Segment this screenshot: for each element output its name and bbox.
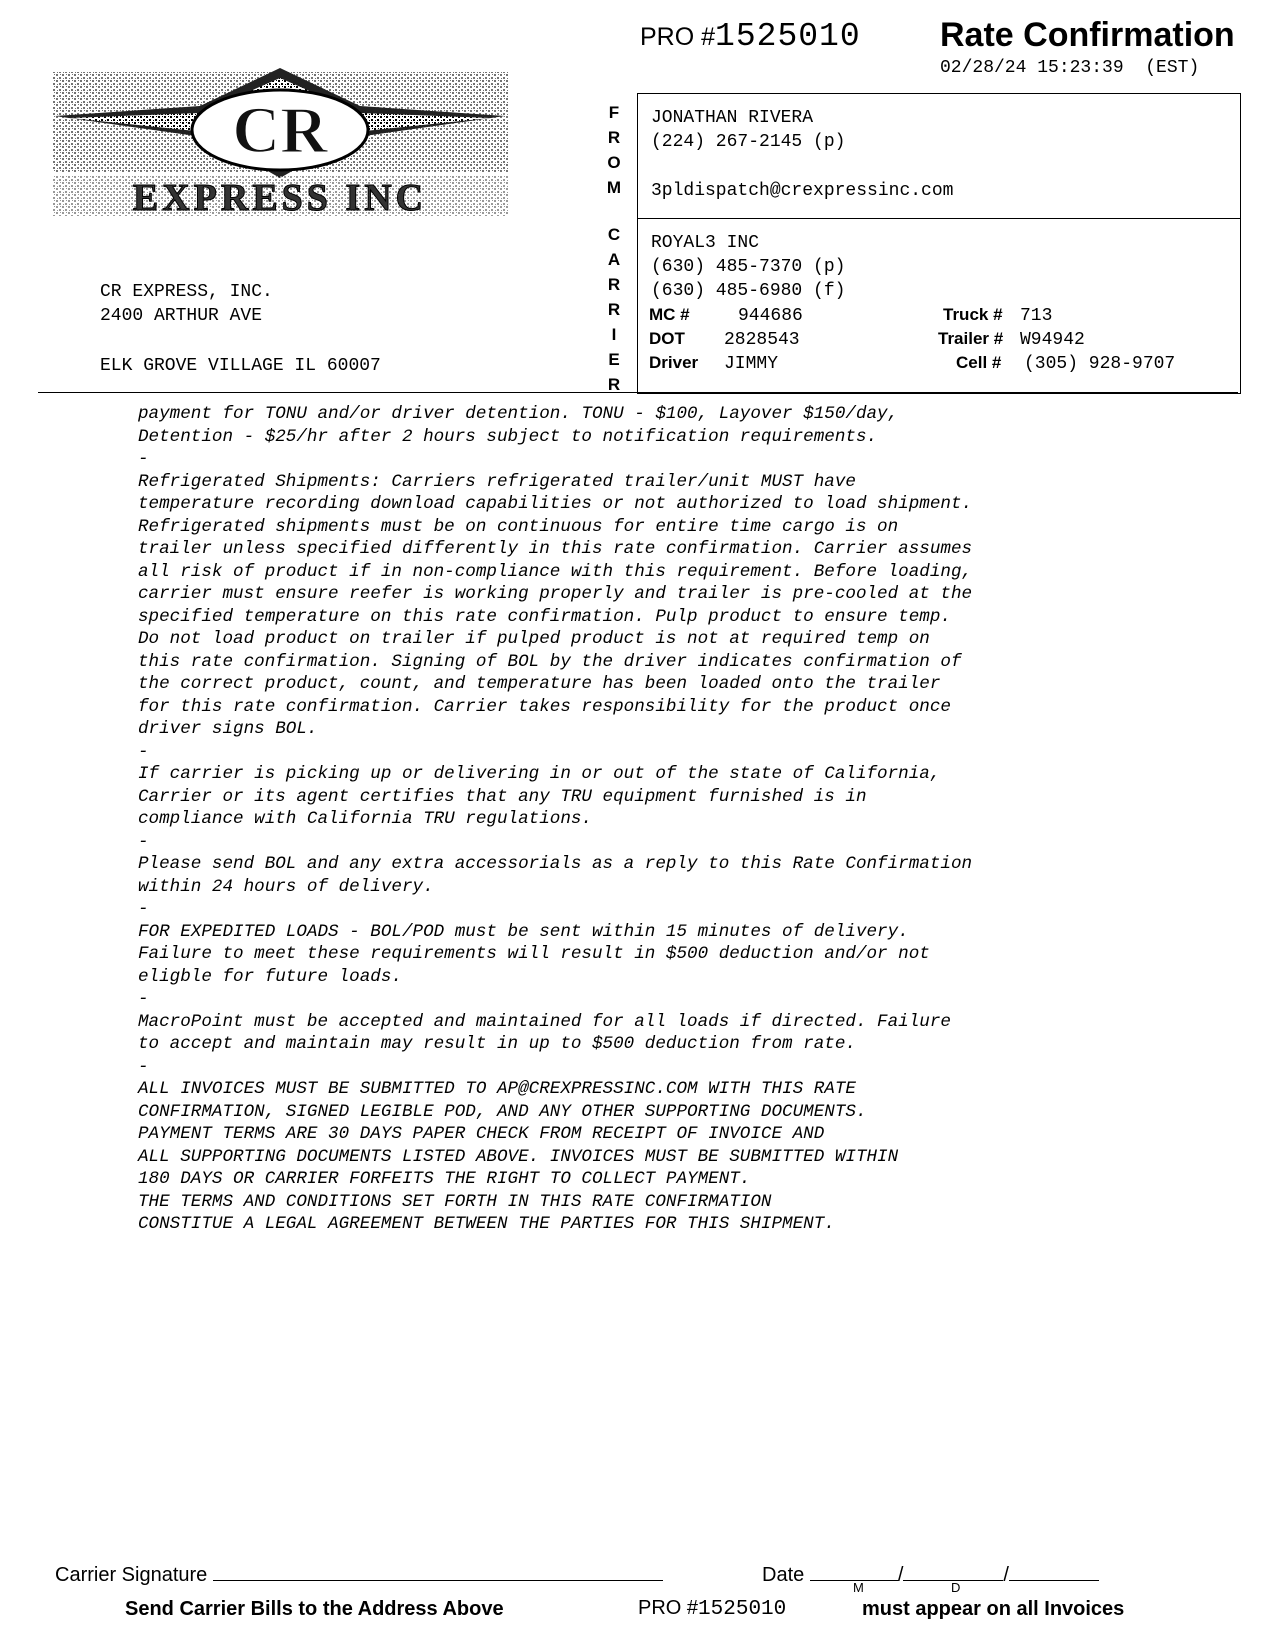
terms-line: CONFIRMATION, SIGNED LEGIBLE POD, AND ANY OTHER SUPPORTING DOCUMENTS.: [138, 1101, 867, 1122]
terms-line: to accept and maintain may result in up to $500 deduction from rate.: [138, 1034, 856, 1054]
from-email: 3pldispatch@crexpressinc.com: [651, 181, 954, 201]
terms-line: -: [138, 899, 149, 919]
footer-pro-label: PRO #: [638, 1597, 699, 1619]
footer-pro-number: 1525010: [698, 1598, 787, 1621]
day-hint: D: [951, 1580, 961, 1595]
terms-line: -: [138, 1056, 149, 1077]
company-logo: [50, 68, 510, 228]
terms-line: compliance with California TRU regulations.: [138, 809, 592, 829]
from-name: JONATHAN RIVERA: [651, 108, 814, 128]
pro-label: PRO #: [640, 23, 716, 51]
driver-name: JIMMY: [724, 354, 779, 374]
terms-line: Do not load product on trailer if pulped product is not at required temp on: [138, 629, 930, 649]
mc-number: 944686: [738, 306, 803, 326]
trailer-label: Trailer #: [938, 329, 1004, 348]
terms-line: Carrier or its agent certifies that any TRU equipment furnished is in: [138, 786, 867, 807]
carrier-phone: (630) 485-7370 (p): [651, 257, 846, 277]
timezone: (EST): [1145, 58, 1200, 78]
truck-number: 713: [1020, 306, 1053, 326]
company-street: 2400 ARTHUR AVE: [100, 306, 263, 326]
terms-line: within 24 hours of delivery.: [138, 876, 434, 897]
carrier-fax: (630) 485-6980 (f): [651, 281, 846, 301]
dot-number: 2828543: [724, 330, 800, 350]
terms-line: the correct product, count, and temperature has been loaded onto the trailer: [138, 674, 941, 694]
date-day-field[interactable]: [903, 1562, 1003, 1581]
logo-wordmark: EXPRESS INC: [132, 177, 428, 219]
footer-pro: [638, 1597, 786, 1621]
terms-line: temperature recording download capabilities or not authorized to load shipment.: [138, 494, 973, 514]
terms-line: for this rate confirmation. Carrier takes responsibility for the product once: [138, 696, 951, 717]
mc-label: MC #: [649, 305, 690, 324]
signature-label: Carrier Signature: [55, 1564, 208, 1586]
signature-row: [55, 1562, 663, 1587]
from-box: [637, 93, 1241, 219]
terms-line: Refrigerated Shipments: Carriers refrigerated trailer/unit MUST have: [138, 471, 856, 492]
terms-line: -: [138, 741, 149, 762]
terms-line: specified temperature on this rate confirmation. Pulp product to ensure temp.: [138, 606, 951, 627]
date-month-field[interactable]: [810, 1562, 898, 1581]
from-side-label: F R O M: [606, 103, 622, 197]
terms-line: -: [138, 989, 149, 1009]
carrier-name: ROYAL3 INC: [651, 233, 760, 253]
terms-line: THE TERMS AND CONDITIONS SET FORTH IN THIS RATE CONFIRMATION: [138, 1191, 772, 1212]
cell-label: Cell #: [956, 353, 1002, 372]
dot-label: DOT: [649, 329, 685, 348]
company-name: CR EXPRESS, INC.: [100, 282, 273, 302]
date-year-field[interactable]: [1009, 1562, 1099, 1581]
terms-line: Detention - $25/hr after 2 hours subject to notification requirements.: [138, 426, 878, 447]
terms-line: trailer unless specified differently in this rate confirmation. Carrier assumes: [138, 539, 973, 559]
carrier-box: [637, 218, 1241, 394]
date-label: Date: [762, 1564, 805, 1586]
terms-line: all risk of product if in non-compliance with this requirement. Before loading,: [138, 561, 973, 582]
cell-number: (305) 928-9707: [1024, 354, 1176, 374]
terms-line: If carrier is picking up or delivering in or out of the state of California,: [138, 764, 941, 784]
driver-label: Driver: [649, 353, 699, 372]
truck-label: Truck #: [943, 305, 1003, 324]
company-city: ELK GROVE VILLAGE IL 60007: [100, 356, 381, 376]
terms-line: Refrigerated shipments must be on continuous for entire time cargo is on: [138, 516, 899, 537]
month-hint: M: [853, 1580, 864, 1595]
signature-line[interactable]: [213, 1562, 663, 1581]
carrier-side-label: C A R R I E R: [607, 225, 621, 394]
terms-line: CONSTITUE A LEGAL AGREEMENT BETWEEN THE PARTIES FOR THIS SHIPMENT.: [138, 1214, 835, 1234]
header-divider: [38, 392, 1238, 393]
pro-number-header: [640, 18, 861, 55]
terms-line: eligble for future loads.: [138, 966, 402, 987]
terms-line: MacroPoint must be accepted and maintained for all loads if directed. Failure: [138, 1011, 951, 1032]
logo-graphic: [50, 68, 510, 228]
terms-line: PAYMENT TERMS ARE 30 DAYS PAPER CHECK FROM RECEIPT OF INVOICE AND: [138, 1124, 825, 1144]
terms-line: ALL INVOICES MUST BE SUBMITTED TO AP@CREXPRESSINC.COM WITH THIS RATE: [138, 1079, 856, 1099]
terms-line: carrier must ensure reefer is working properly and trailer is pre-cooled at the: [138, 584, 973, 604]
document-datetime: [940, 58, 1199, 78]
terms-line: driver signs BOL.: [138, 719, 318, 739]
date-row: Date / /: [762, 1562, 1099, 1587]
page-title: Rate Confirmation: [940, 16, 1235, 54]
terms-line: ALL SUPPORTING DOCUMENTS LISTED ABOVE. INVOICES MUST BE SUBMITTED WITHIN: [138, 1146, 899, 1167]
terms-line: -: [138, 831, 149, 852]
terms-line: payment for TONU and/or driver detention. TONU - $100, Layover $150/day,: [138, 404, 899, 424]
invoice-note: must appear on all Invoices: [862, 1598, 1125, 1620]
from-phone: (224) 267-2145 (p): [651, 132, 846, 152]
terms-line: Failure to meet these requirements will result in $500 deduction and/or not: [138, 944, 930, 964]
terms-line: 180 DAYS OR CARRIER FORFEITS THE RIGHT TO COLLECT PAYMENT.: [138, 1169, 751, 1189]
pro-number: 1525010: [715, 18, 861, 55]
terms-line: this rate confirmation. Signing of BOL by the driver indicates confirmation of: [138, 651, 962, 672]
terms-line: -: [138, 449, 149, 469]
logo-initials: CR: [232, 94, 328, 167]
send-bills-note: Send Carrier Bills to the Address Above: [125, 1598, 504, 1620]
terms-line: Please send BOL and any extra accessorials as a reply to this Rate Confirmation: [138, 854, 973, 874]
trailer-number: W94942: [1020, 330, 1085, 350]
datetime-value: 02/28/24 15:23:39: [940, 58, 1124, 78]
terms-line: FOR EXPEDITED LOADS - BOL/POD must be sent within 15 minutes of delivery.: [138, 921, 909, 942]
terms-and-conditions: [138, 403, 1238, 1236]
